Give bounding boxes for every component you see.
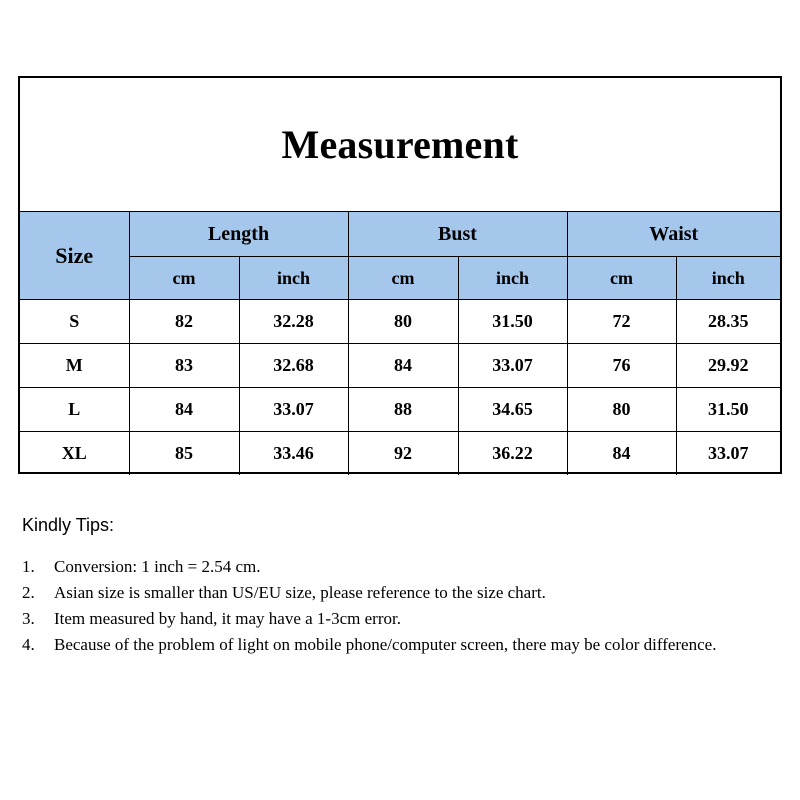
table-cell: 28.35 (676, 300, 780, 344)
list-item (22, 606, 792, 632)
size-column-header: Size (20, 212, 129, 300)
bust-group-header: Bust (348, 212, 567, 257)
table-cell: 84 (348, 344, 458, 388)
size-table (20, 212, 780, 475)
tip-number: 1. (22, 557, 35, 576)
table-cell: 33.07 (458, 344, 567, 388)
table-cell: 83 (129, 344, 239, 388)
table-cell: 31.50 (676, 388, 780, 432)
table-cell: 84 (567, 432, 676, 476)
tip-number: 3. (22, 609, 35, 628)
tip-number: 2. (22, 583, 35, 602)
table-cell: 72 (567, 300, 676, 344)
tips-list (22, 554, 792, 658)
table-cell: 33.07 (239, 388, 348, 432)
table-cell: 80 (348, 300, 458, 344)
table-cell: 33.46 (239, 432, 348, 476)
table-cell: 84 (129, 388, 239, 432)
table-cell: 33.07 (676, 432, 780, 476)
tip-text: Because of the problem of light on mobile phone/computer screen, there may be color difference. (54, 635, 717, 654)
table-row (20, 432, 780, 476)
list-item (22, 632, 792, 658)
list-item (22, 554, 792, 580)
table-cell: 85 (129, 432, 239, 476)
unit-header: inch (676, 257, 780, 300)
table-cell: 36.22 (458, 432, 567, 476)
table-cell: 82 (129, 300, 239, 344)
unit-header: inch (458, 257, 567, 300)
unit-header: inch (239, 257, 348, 300)
kindly-tips (22, 515, 792, 658)
tip-text: Asian size is smaller than US/EU size, please reference to the size chart. (54, 583, 546, 602)
waist-group-header: Waist (567, 212, 780, 257)
unit-header: cm (567, 257, 676, 300)
table-cell: 80 (567, 388, 676, 432)
size-cell: S (20, 300, 129, 344)
table-cell: 32.28 (239, 300, 348, 344)
length-group-header: Length (129, 212, 348, 257)
table-row (20, 388, 780, 432)
table-cell: 32.68 (239, 344, 348, 388)
unit-header: cm (348, 257, 458, 300)
table-row (20, 344, 780, 388)
table-row (20, 300, 780, 344)
table-cell: 29.92 (676, 344, 780, 388)
tips-title: Kindly Tips: (22, 515, 115, 535)
size-cell: XL (20, 432, 129, 476)
table-cell: 92 (348, 432, 458, 476)
list-item (22, 580, 792, 606)
size-cell: L (20, 388, 129, 432)
chart-title: Measurement (20, 78, 780, 212)
tip-number: 4. (22, 635, 35, 654)
table-cell: 88 (348, 388, 458, 432)
tip-text: Conversion: 1 inch = 2.54 cm. (54, 557, 261, 576)
size-cell: M (20, 344, 129, 388)
table-cell: 34.65 (458, 388, 567, 432)
table-cell: 76 (567, 344, 676, 388)
table-cell: 31.50 (458, 300, 567, 344)
tip-text: Item measured by hand, it may have a 1-3cm error. (54, 609, 401, 628)
size-chart (18, 76, 782, 474)
unit-header: cm (129, 257, 239, 300)
